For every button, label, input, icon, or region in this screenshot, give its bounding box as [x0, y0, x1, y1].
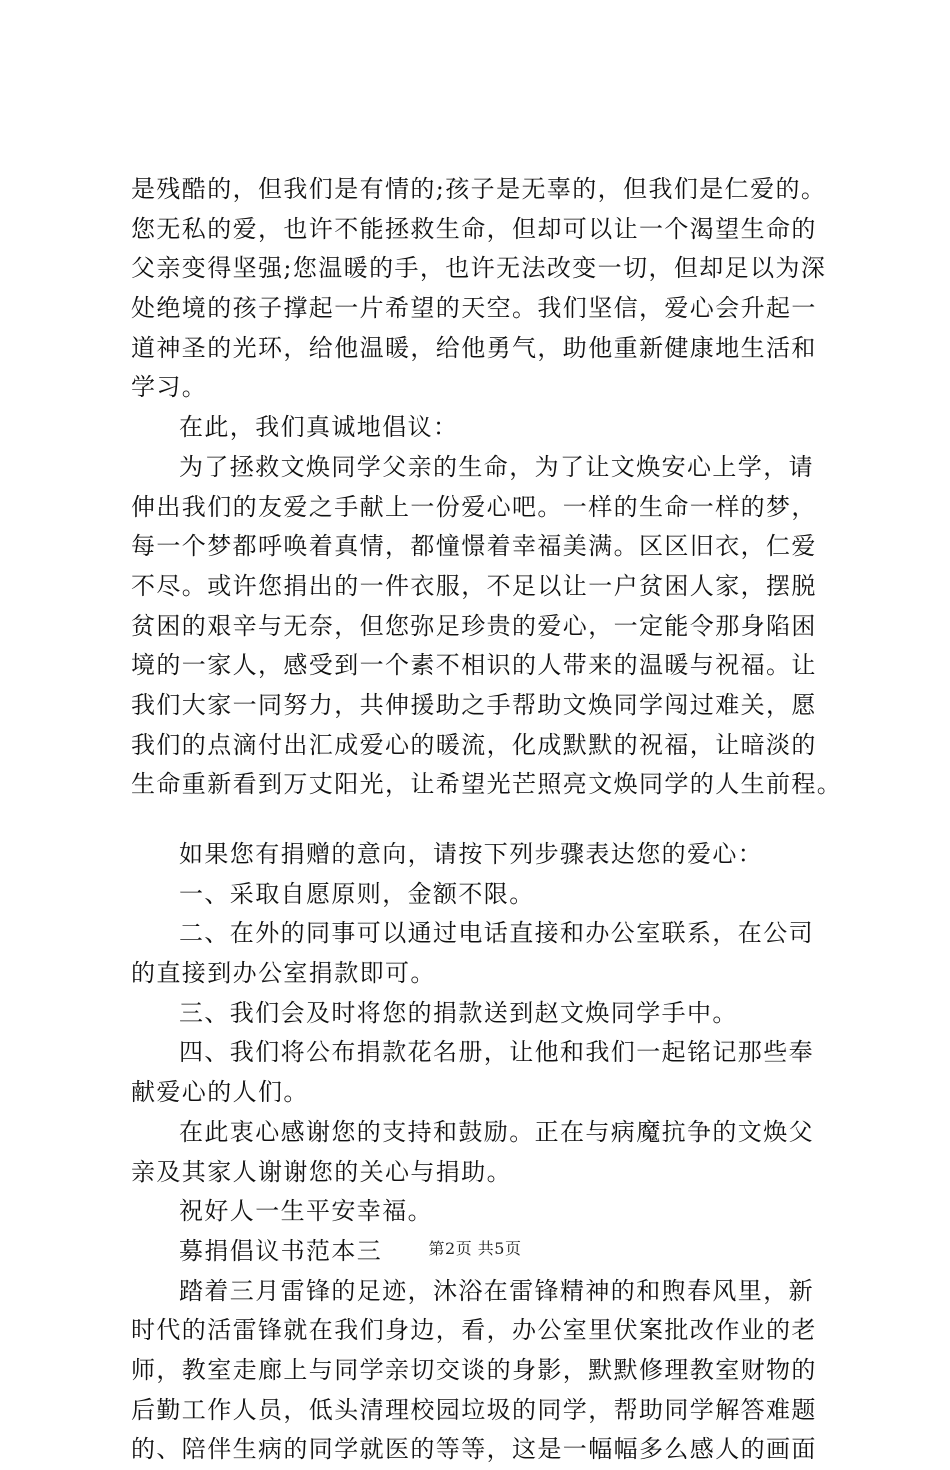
text-line: 一、采取自愿原则，金额不限。 — [179, 879, 535, 908]
text-line: 为了拯救文焕同学父亲的生命，为了让文焕安心上学，请 — [179, 452, 814, 481]
text-line: 献爱心的人们。 — [131, 1078, 309, 1107]
text-line: 祝好人一生平安幸福。 — [179, 1197, 433, 1226]
text-line: 每一个梦都呼唤着真情，都憧憬着幸福美满。区区旧衣，仁爱 — [131, 532, 817, 561]
text-line: 如果您有捐赠的意向，请按下列步骤表达您的爱心： — [179, 840, 764, 868]
text-line: 您无私的爱，也许不能拯救生命，但却可以让一个渴望生命的 — [131, 214, 817, 243]
text-line: 四、我们将公布捐款花名册，让他和我们一起铭记那些奉 — [179, 1038, 814, 1067]
text-line: 贫困的艰辛与无奈，但您弥足珍贵的爱心，一定能令那身陷困 — [131, 611, 817, 640]
text-line: 二、在外的同事可以通过电话直接和办公室联系，在公司 — [179, 919, 814, 948]
text-line: 道神圣的光环，给他温暖，给他勇气，助他重新健康地生活和 — [131, 333, 817, 362]
text-line: 父亲变得坚强;您温暖的手，也许无法改变一切，但却足以为深 — [131, 254, 827, 283]
page-footer: 第2页 共5页 — [428, 1239, 522, 1258]
text-line: 伸出我们的友爱之手献上一份爱心吧。一样的生命一样的梦， — [131, 492, 817, 521]
text-line: 师，教室走廊上与同学亲切交谈的身影，默默修理教室财物的 — [131, 1355, 817, 1384]
text-line: 募捐倡议书范本三 — [179, 1236, 383, 1265]
text-line: 三、我们会及时将您的捐款送到赵文焕同学手中。 — [179, 998, 738, 1027]
text-line: 在此衷心感谢您的支持和鼓励。正在与病魔抗争的文焕父 — [179, 1117, 814, 1146]
text-line: 生命重新看到万丈阳光，让希望光芒照亮文焕同学的人生前程。 — [131, 770, 843, 799]
text-line: 是残酷的，但我们是有情的;孩子是无辜的，但我们是仁爱的。 — [131, 175, 827, 203]
text-line: 我们大家一同努力，共伸援助之手帮助文焕同学闯过难关，愿 — [131, 690, 817, 719]
text-line: 境的一家人，感受到一个素不相识的人带来的温暖与祝福。让 — [131, 651, 817, 680]
text-line: 不尽。或许您捐出的一件衣服，不足以让一户贫困人家，摆脱 — [131, 571, 817, 600]
text-line: 在此，我们真诚地倡议： — [179, 413, 459, 442]
text-line: 处绝境的孩子撑起一片希望的天空。我们坚信，爱心会升起一 — [131, 294, 817, 323]
text-line: 的、陪伴生病的同学就医的等等，这是一幅幅多么感人的画面 — [131, 1435, 817, 1464]
text-line: 时代的活雷锋就在我们身边，看，办公室里伏案批改作业的老 — [131, 1316, 817, 1345]
text-line: 亲及其家人谢谢您的关心与捐助。 — [131, 1157, 512, 1186]
text-line: 的直接到办公室捐款即可。 — [131, 959, 436, 988]
text-line: 后勤工作人员，低头清理校园垃圾的同学，帮助同学解答难题 — [131, 1395, 817, 1424]
document-body — [131, 170, 841, 1470]
text-line: 我们的点滴付出汇成爱心的暖流，化成默默的祝福，让暗淡的 — [131, 730, 817, 759]
text-line: 踏着三月雷锋的足迹，沐浴在雷锋精神的和煦春风里，新 — [179, 1276, 814, 1305]
text-line: 学习。 — [131, 373, 208, 402]
